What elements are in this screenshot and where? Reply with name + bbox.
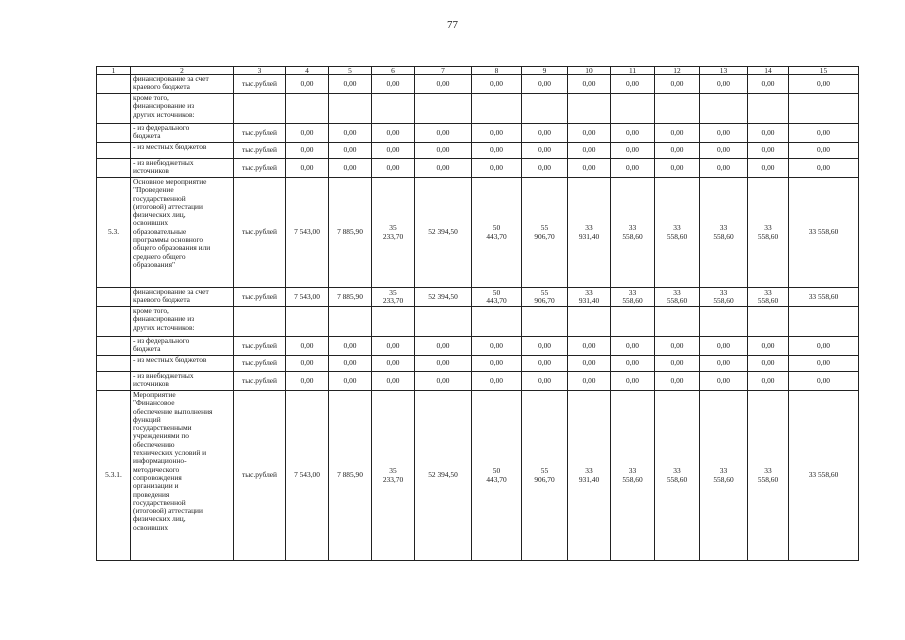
value-cell: 0,00: [700, 356, 748, 372]
value-cell: 52 394,50: [415, 178, 472, 288]
value-cell: 0,00: [655, 143, 700, 159]
value-cell: 0,00: [789, 124, 859, 143]
value-cell: 0,00: [329, 372, 372, 391]
value-cell: [372, 94, 415, 124]
row-description: [131, 391, 234, 561]
value-cell: 0,00: [789, 372, 859, 391]
value-cell: 35 233,70: [372, 178, 415, 288]
value-cell: 0,00: [522, 124, 568, 143]
value-cell: 33 558,60: [700, 391, 748, 561]
value-cell: 0,00: [415, 75, 472, 94]
value-cell: 0,00: [472, 337, 522, 356]
value-cell: 7 885,90: [329, 178, 372, 288]
value-cell: 0,00: [472, 143, 522, 159]
column-number: 10: [568, 67, 611, 75]
row-unit: тыс.рублей: [234, 356, 286, 372]
value-cell: 0,00: [286, 75, 329, 94]
row-description: [131, 288, 234, 307]
value-cell: 0,00: [372, 143, 415, 159]
value-cell: 0,00: [700, 337, 748, 356]
value-cell: 0,00: [789, 356, 859, 372]
value-cell: 0,00: [286, 337, 329, 356]
row-description: [131, 178, 234, 288]
row-description-text: кроме того, финансирование из других источников:: [133, 93, 195, 119]
column-number: 15: [789, 67, 859, 75]
value-cell: [522, 307, 568, 337]
column-number: 9: [522, 67, 568, 75]
column-number: 6: [372, 67, 415, 75]
row-description: [131, 307, 234, 337]
value-cell: 0,00: [789, 143, 859, 159]
row-code: [97, 307, 131, 337]
table-row: [97, 391, 859, 561]
value-cell: 0,00: [655, 159, 700, 178]
value-cell: 0,00: [415, 372, 472, 391]
value-cell: 0,00: [415, 143, 472, 159]
value-cell: 0,00: [568, 356, 611, 372]
value-cell: 0,00: [568, 337, 611, 356]
value-cell: [789, 94, 859, 124]
row-description: [131, 75, 234, 94]
table-row: [97, 143, 859, 159]
value-cell: 0,00: [611, 337, 655, 356]
row-unit: тыс.рублей: [234, 337, 286, 356]
value-cell: 0,00: [568, 159, 611, 178]
value-cell: [611, 94, 655, 124]
value-cell: 33 558,60: [789, 391, 859, 561]
row-code: [97, 372, 131, 391]
value-cell: 0,00: [568, 124, 611, 143]
value-cell: 0,00: [329, 75, 372, 94]
row-unit: тыс.рублей: [234, 372, 286, 391]
column-number: 5: [329, 67, 372, 75]
value-cell: 0,00: [789, 75, 859, 94]
row-unit: тыс.рублей: [234, 391, 286, 561]
value-cell: 33 558,60: [748, 391, 789, 561]
row-code: [97, 356, 131, 372]
value-cell: 0,00: [329, 337, 372, 356]
value-cell: [329, 307, 372, 337]
value-cell: 0,00: [522, 75, 568, 94]
value-cell: 0,00: [748, 372, 789, 391]
value-cell: 0,00: [415, 159, 472, 178]
value-cell: 0,00: [372, 356, 415, 372]
row-description-text: Мероприятие "Финансовое обеспечение выполнения функций государственными учреждениями по обеспечению технических условий и информационно- методического сопровождения организации и проведения государственной (итоговой) аттестации физических лиц, освоивших: [133, 390, 213, 532]
value-cell: 0,00: [611, 372, 655, 391]
table-row: [97, 178, 859, 288]
value-cell: 0,00: [329, 159, 372, 178]
value-cell: 0,00: [611, 75, 655, 94]
value-cell: 33 558,60: [655, 288, 700, 307]
row-description: [131, 337, 234, 356]
value-cell: 55 906,70: [522, 178, 568, 288]
value-cell: 0,00: [372, 159, 415, 178]
value-cell: 7 543,00: [286, 391, 329, 561]
value-cell: 33 558,60: [611, 391, 655, 561]
row-code: 5.3.: [97, 178, 131, 288]
value-cell: 0,00: [372, 124, 415, 143]
column-number: 4: [286, 67, 329, 75]
table-row: [97, 124, 859, 143]
row-code: [97, 159, 131, 178]
row-unit: тыс.рублей: [234, 159, 286, 178]
value-cell: 0,00: [700, 159, 748, 178]
row-unit: [234, 307, 286, 337]
value-cell: [655, 94, 700, 124]
value-cell: [748, 307, 789, 337]
value-cell: 50 443,70: [472, 178, 522, 288]
value-cell: [611, 307, 655, 337]
column-number: 14: [748, 67, 789, 75]
value-cell: 0,00: [655, 372, 700, 391]
column-number: 7: [415, 67, 472, 75]
value-cell: 33 558,60: [611, 288, 655, 307]
row-code: [97, 143, 131, 159]
row-description-text: финансирование за счет краевого бюджета: [133, 287, 209, 305]
value-cell: 0,00: [415, 356, 472, 372]
value-cell: 0,00: [655, 337, 700, 356]
row-description-text: - из внебюджетных источников: [133, 371, 194, 389]
row-description: [131, 143, 234, 159]
value-cell: 0,00: [522, 143, 568, 159]
value-cell: 7 885,90: [329, 391, 372, 561]
value-cell: 0,00: [655, 75, 700, 94]
value-cell: 0,00: [286, 143, 329, 159]
row-code: [97, 75, 131, 94]
value-cell: 0,00: [700, 75, 748, 94]
value-cell: 0,00: [472, 372, 522, 391]
value-cell: 0,00: [472, 75, 522, 94]
value-cell: [568, 307, 611, 337]
table-row: [97, 337, 859, 356]
value-cell: 0,00: [372, 75, 415, 94]
value-cell: [700, 307, 748, 337]
value-cell: 0,00: [789, 337, 859, 356]
value-cell: 52 394,50: [415, 391, 472, 561]
value-cell: 0,00: [748, 159, 789, 178]
value-cell: 33 558,60: [655, 391, 700, 561]
value-cell: [522, 94, 568, 124]
value-cell: 52 394,50: [415, 288, 472, 307]
value-cell: 33 558,60: [789, 288, 859, 307]
value-cell: 0,00: [372, 372, 415, 391]
value-cell: 0,00: [568, 75, 611, 94]
value-cell: 50 443,70: [472, 288, 522, 307]
value-cell: 0,00: [415, 337, 472, 356]
value-cell: 0,00: [611, 356, 655, 372]
row-unit: тыс.рублей: [234, 143, 286, 159]
value-cell: [472, 307, 522, 337]
value-cell: 0,00: [522, 159, 568, 178]
row-description-text: - из федерального бюджета: [133, 123, 190, 141]
table-row: [97, 356, 859, 372]
row-description: [131, 159, 234, 178]
row-code: [97, 288, 131, 307]
value-cell: 0,00: [522, 337, 568, 356]
value-cell: 33 558,60: [700, 178, 748, 288]
row-code: [97, 337, 131, 356]
value-cell: 7 543,00: [286, 178, 329, 288]
value-cell: 0,00: [372, 337, 415, 356]
value-cell: 0,00: [748, 75, 789, 94]
value-cell: 0,00: [568, 143, 611, 159]
value-cell: [700, 94, 748, 124]
row-description-text: - из федерального бюджета: [133, 336, 190, 354]
row-description-text: финансирование за счет краевого бюджета: [133, 74, 209, 92]
value-cell: 0,00: [329, 356, 372, 372]
value-cell: [286, 307, 329, 337]
row-unit: [234, 94, 286, 124]
value-cell: 0,00: [700, 143, 748, 159]
value-cell: 7 885,90: [329, 288, 372, 307]
value-cell: 55 906,70: [522, 288, 568, 307]
value-cell: 33 558,60: [655, 178, 700, 288]
column-number: 2: [131, 67, 234, 75]
value-cell: 0,00: [748, 337, 789, 356]
row-unit: тыс.рублей: [234, 124, 286, 143]
column-number: 13: [700, 67, 748, 75]
value-cell: 33 558,60: [748, 288, 789, 307]
row-description-text: - из внебюджетных источников: [133, 158, 194, 176]
row-unit: тыс.рублей: [234, 75, 286, 94]
value-cell: 35 233,70: [372, 288, 415, 307]
value-cell: 0,00: [415, 124, 472, 143]
value-cell: 0,00: [700, 124, 748, 143]
value-cell: 0,00: [522, 356, 568, 372]
value-cell: 33 931,40: [568, 178, 611, 288]
value-cell: 0,00: [286, 124, 329, 143]
value-cell: 0,00: [286, 356, 329, 372]
value-cell: 50 443,70: [472, 391, 522, 561]
row-description-text: - из местных бюджетов: [133, 142, 207, 151]
table-row: [97, 307, 859, 337]
value-cell: 0,00: [286, 159, 329, 178]
table-row: [97, 75, 859, 94]
value-cell: 0,00: [748, 356, 789, 372]
row-description: [131, 94, 234, 124]
row-description-text: Основное мероприятие "Проведение государственной (итоговой) аттестации физических лиц, освоивших образовательные программы основного общего образования или среднего общего образования": [133, 177, 211, 269]
value-cell: 7 543,00: [286, 288, 329, 307]
budget-table: [96, 66, 859, 561]
value-cell: 33 558,60: [611, 178, 655, 288]
row-description: [131, 372, 234, 391]
value-cell: 0,00: [700, 372, 748, 391]
value-cell: [372, 307, 415, 337]
value-cell: 0,00: [472, 356, 522, 372]
value-cell: 0,00: [329, 124, 372, 143]
row-code: 5.3.1.: [97, 391, 131, 561]
row-description: [131, 124, 234, 143]
column-number: 8: [472, 67, 522, 75]
value-cell: 0,00: [655, 356, 700, 372]
table-row: [97, 288, 859, 307]
value-cell: 0,00: [611, 124, 655, 143]
row-code: [97, 94, 131, 124]
value-cell: [789, 307, 859, 337]
column-number: 1: [97, 67, 131, 75]
value-cell: 0,00: [748, 124, 789, 143]
row-description-text: - из местных бюджетов: [133, 355, 207, 364]
value-cell: 0,00: [286, 372, 329, 391]
page-number: 77: [447, 19, 458, 31]
value-cell: 0,00: [568, 372, 611, 391]
value-cell: 0,00: [611, 143, 655, 159]
column-number-row: [97, 67, 859, 75]
value-cell: 0,00: [748, 143, 789, 159]
table-row: [97, 94, 859, 124]
row-unit: тыс.рублей: [234, 178, 286, 288]
row-description: [131, 356, 234, 372]
value-cell: 0,00: [655, 124, 700, 143]
value-cell: 33 931,40: [568, 391, 611, 561]
value-cell: [415, 307, 472, 337]
row-code: [97, 124, 131, 143]
row-description-text: кроме того, финансирование из других источников:: [133, 306, 195, 332]
column-number: 3: [234, 67, 286, 75]
value-cell: 33 931,40: [568, 288, 611, 307]
value-cell: [286, 94, 329, 124]
value-cell: 33 558,60: [748, 178, 789, 288]
value-cell: 35 233,70: [372, 391, 415, 561]
value-cell: [748, 94, 789, 124]
value-cell: [568, 94, 611, 124]
value-cell: 33 558,60: [789, 178, 859, 288]
row-unit: тыс.рублей: [234, 288, 286, 307]
value-cell: 0,00: [472, 124, 522, 143]
value-cell: 0,00: [522, 372, 568, 391]
table-row: [97, 372, 859, 391]
value-cell: 33 558,60: [700, 288, 748, 307]
table-row: [97, 159, 859, 178]
column-number: 12: [655, 67, 700, 75]
value-cell: [329, 94, 372, 124]
value-cell: 0,00: [611, 159, 655, 178]
value-cell: [655, 307, 700, 337]
value-cell: 0,00: [472, 159, 522, 178]
value-cell: [472, 94, 522, 124]
value-cell: 0,00: [329, 143, 372, 159]
value-cell: 0,00: [789, 159, 859, 178]
column-number: 11: [611, 67, 655, 75]
value-cell: [415, 94, 472, 124]
value-cell: 55 906,70: [522, 391, 568, 561]
